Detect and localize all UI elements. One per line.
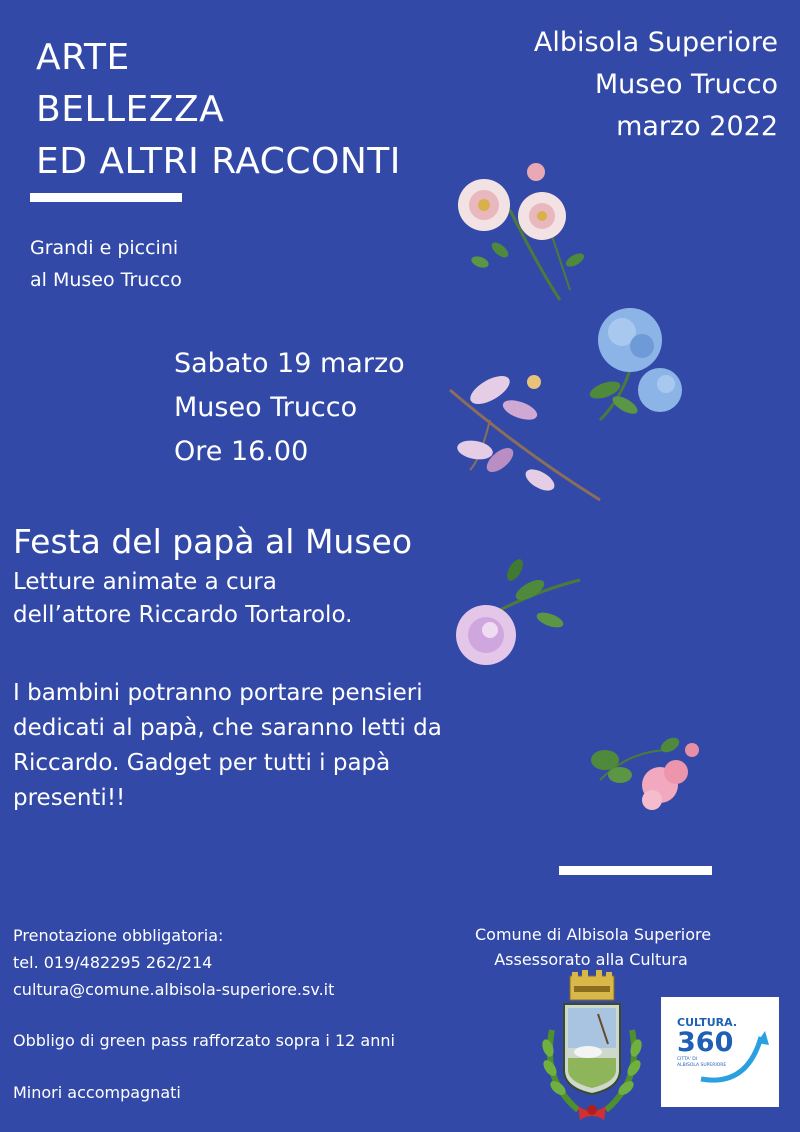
event-info (174, 342, 405, 474)
festa-desc-line-2: dell’attore Riccardo Tortarolo. (13, 602, 353, 628)
flower-illustration-icon (430, 150, 730, 850)
subtitle-line-1: Grandi e piccini (30, 237, 179, 259)
logo-small-2: ALBISOLA SUPERIORE (677, 1063, 727, 1068)
organizer-block (475, 922, 712, 972)
location-block (534, 22, 778, 148)
subtitle (30, 232, 182, 296)
festa-body (13, 676, 453, 816)
logo-small-1: CITTA' DI (677, 1057, 698, 1062)
festa-body-line-1: I bambini potranno portare pensieri (13, 680, 423, 706)
cultura-360-logo (661, 997, 779, 1107)
organizer-line-2: Assessorato alla Cultura (494, 950, 688, 969)
festa-body-line-3: Riccardo. Gadget per tutti i papà (13, 750, 391, 776)
divider-top (30, 193, 182, 202)
event-date: Sabato 19 marzo (174, 348, 405, 379)
email-text: cultura@comune.albisola-superiore.sv.it (13, 980, 335, 999)
event-time: Ore 16.00 (174, 436, 309, 467)
logo-top-text: CULTURA. (677, 1016, 737, 1029)
title-line-3: ED ALTRI RACCONTI (36, 141, 401, 182)
minors-text: Minori accompagnati (13, 1083, 181, 1102)
location-museum: Museo Trucco (594, 69, 778, 100)
festa-body-line-2: dedicati al papà, che saranno letti da (13, 715, 442, 741)
organizer-line-1: Comune di Albisola Superiore (475, 925, 712, 944)
divider-bottom (559, 866, 712, 875)
festa-desc-line-1: Letture animate a cura (13, 569, 277, 595)
booking-label: Prenotazione obbligatoria: (13, 926, 224, 945)
greenpass-text: Obbligo di green pass rafforzato sopra i 12 anni (13, 1031, 395, 1050)
title-line-2: BELLEZZA (36, 89, 225, 130)
event-place: Museo Trucco (174, 392, 358, 423)
footer-info (13, 922, 395, 1106)
location-town: Albisola Superiore (533, 27, 778, 58)
festa-description (13, 566, 352, 632)
poster-title (36, 32, 401, 188)
festa-title: Festa del papà al Museo (13, 522, 413, 561)
logo-number: 360 (677, 1027, 734, 1058)
phone-text: tel. 019/482295 262/214 (13, 953, 213, 972)
title-line-1: ARTE (36, 37, 130, 78)
festa-body-line-4: presenti!! (13, 785, 126, 811)
location-date: marzo 2022 (616, 111, 778, 142)
subtitle-line-2: al Museo Trucco (30, 269, 182, 291)
coat-of-arms-icon (538, 970, 646, 1128)
